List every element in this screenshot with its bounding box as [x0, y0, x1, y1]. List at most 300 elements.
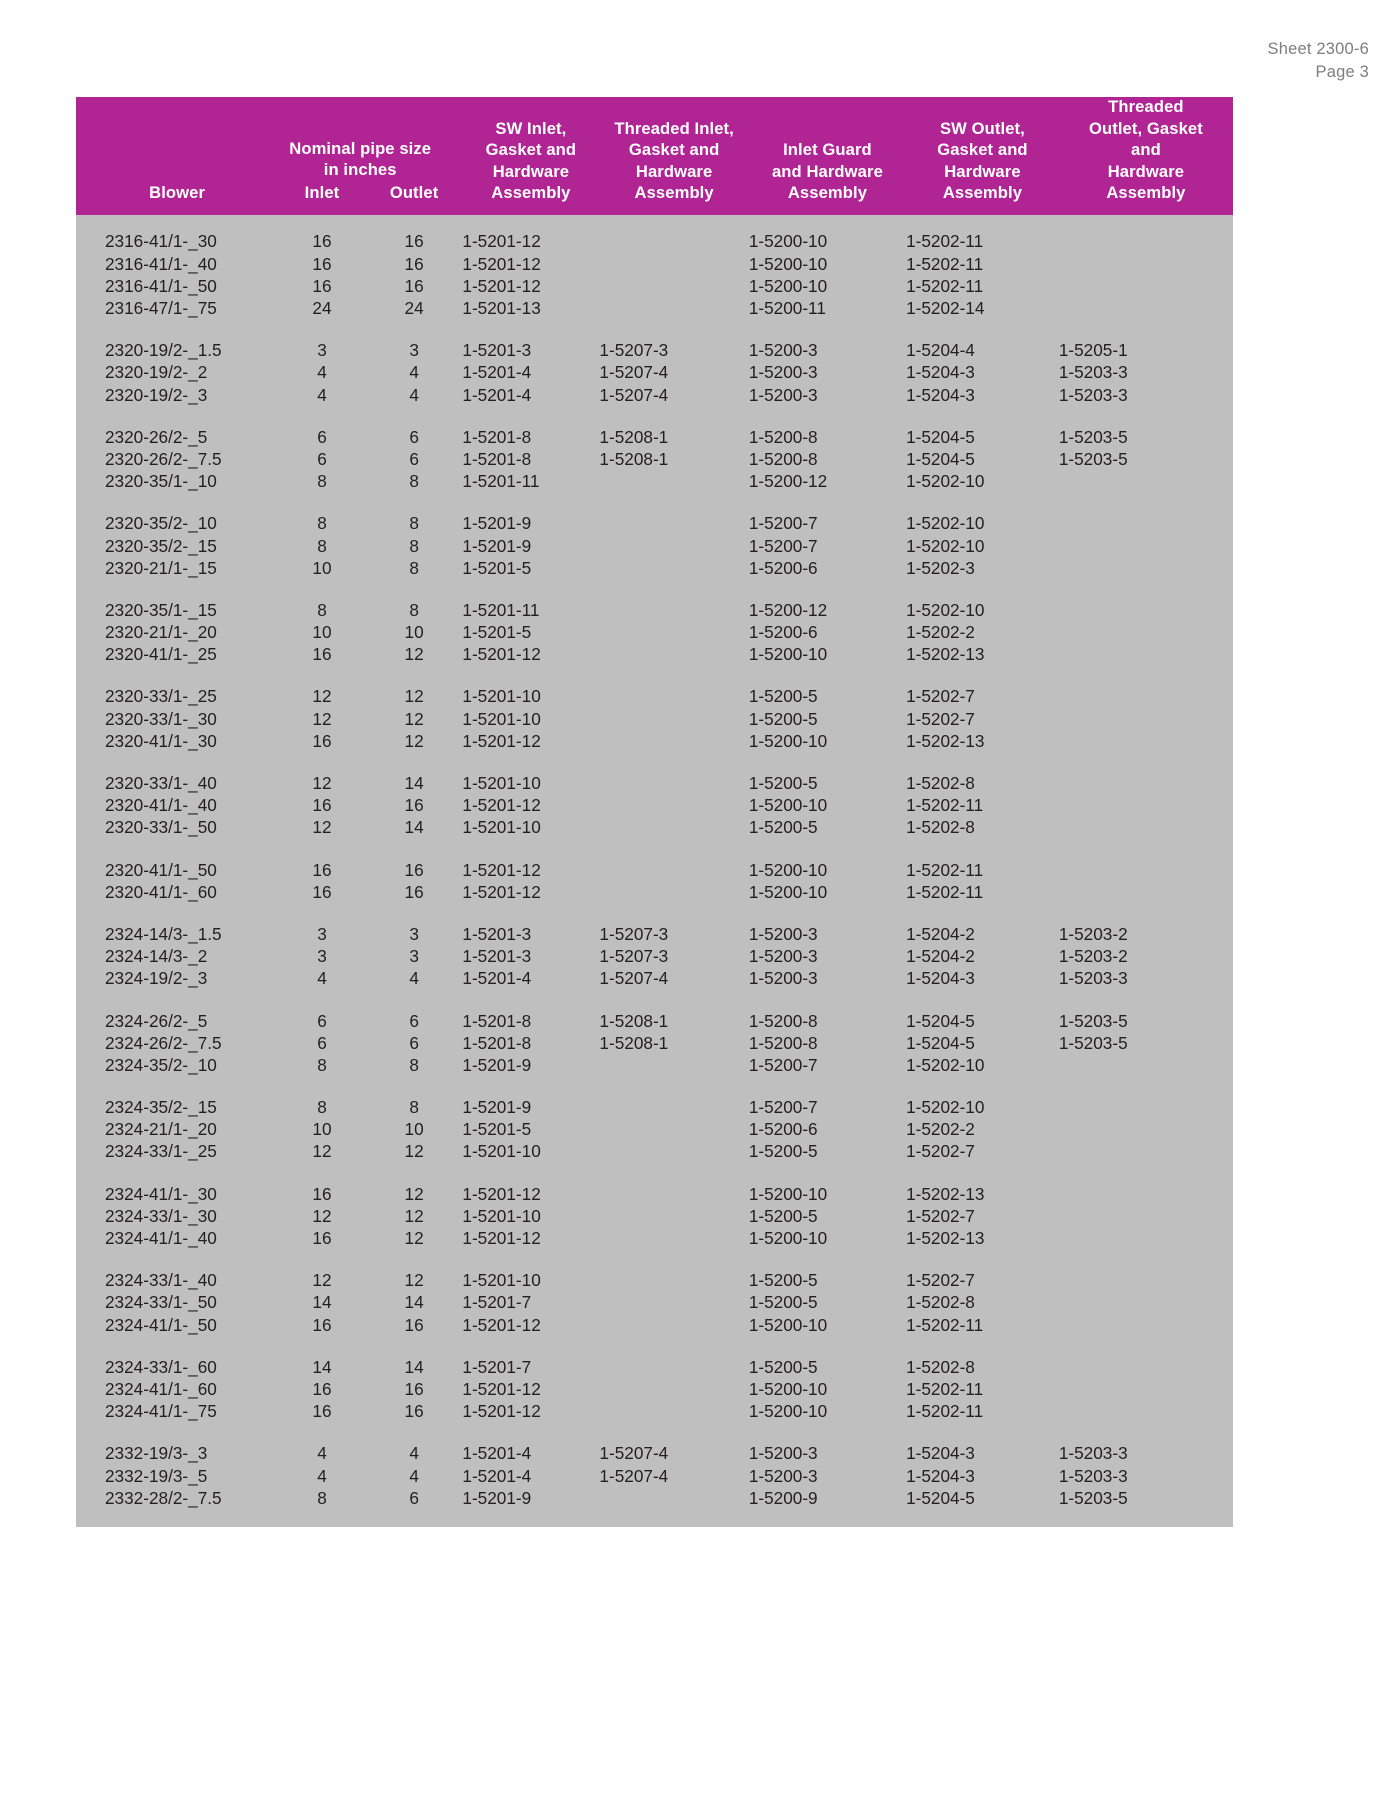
- cell-inlet-guard: 1-5200-3: [748, 923, 818, 944]
- table-group-spacer: [76, 1077, 1233, 1097]
- cell-inlet: 3: [317, 946, 327, 967]
- cell-inlet-guard: 1-5200-10: [748, 231, 828, 252]
- cell-outlet: 8: [409, 1097, 419, 1118]
- cell-sw-inlet: 1-5201-4: [462, 384, 532, 405]
- cell-blower: 2324-21/1-_20: [105, 1119, 217, 1140]
- column-header-sw-inlet: [462, 97, 599, 215]
- cell-sw-outlet: 1-5202-11: [906, 859, 984, 880]
- column-header-outlet: [366, 97, 463, 215]
- sw-outlet-line-3: Hardware: [944, 161, 1021, 181]
- spacer-cell: [76, 1423, 1233, 1443]
- cell-outlet: 14: [404, 817, 424, 838]
- cell-blower: 2324-41/1-_30: [105, 1183, 217, 1204]
- cell-inlet: 8: [317, 599, 327, 620]
- table-group-spacer: [76, 1163, 1233, 1183]
- cell-threaded-inlet: [599, 644, 748, 666]
- table-row: [76, 1097, 1233, 1119]
- cell-outlet: 8: [409, 471, 419, 492]
- cell-threaded-outlet: [1059, 1270, 1233, 1292]
- cell-outlet: 10: [404, 1119, 424, 1140]
- cell-threaded-inlet: [599, 471, 748, 493]
- cell-outlet: 24: [404, 298, 424, 319]
- sw-outlet-line-2: Gasket and: [937, 140, 1028, 160]
- table-row: [76, 1205, 1233, 1227]
- page-number: Page 3: [1315, 63, 1369, 82]
- cell-outlet: 16: [404, 253, 424, 274]
- sw-inlet-line-3: Hardware: [492, 161, 570, 181]
- spec-table-container: [76, 97, 1233, 1527]
- cell-inlet: 12: [312, 1141, 332, 1162]
- cell-sw-outlet: 1-5204-2: [906, 923, 975, 944]
- cell-inlet-guard: 1-5200-5: [748, 686, 818, 707]
- cell-blower: 2320-41/1-_40: [105, 795, 217, 816]
- cell-blower: 2324-33/1-_40: [105, 1270, 217, 1291]
- cell-sw-outlet: 1-5202-8: [906, 1292, 975, 1313]
- cell-threaded-inlet: [599, 535, 748, 557]
- cell-inlet-guard: 1-5200-10: [748, 881, 828, 902]
- spacer-cell: [76, 753, 1233, 773]
- table-row: [76, 622, 1233, 644]
- cell-blower: 2316-41/1-_50: [105, 275, 217, 296]
- cell-sw-inlet: 1-5201-12: [462, 1378, 541, 1399]
- cell-threaded-inlet: 1-5207-3: [599, 340, 669, 361]
- table-row: [76, 1292, 1233, 1314]
- column-header-threaded-inlet: [599, 97, 748, 215]
- cell-sw-inlet: 1-5201-12: [462, 730, 541, 751]
- cell-sw-outlet: 1-5204-5: [906, 1032, 975, 1053]
- cell-threaded-inlet: [599, 881, 748, 903]
- cell-blower: 2320-21/1-_20: [105, 622, 217, 643]
- cell-threaded-inlet: 1-5207-3: [599, 946, 669, 967]
- threaded-inlet-line-3: Hardware: [635, 161, 713, 181]
- spacer-cell: [76, 1250, 1233, 1270]
- threaded-outlet-line-2: Outlet, Gasket: [1088, 118, 1203, 138]
- cell-sw-inlet: 1-5201-12: [462, 1183, 541, 1204]
- cell-threaded-outlet: [1059, 599, 1233, 621]
- cell-threaded-inlet: [599, 1292, 748, 1314]
- cell-threaded-outlet: [1059, 253, 1233, 275]
- cell-threaded-inlet: [599, 1183, 748, 1205]
- cell-blower: 2320-41/1-_30: [105, 730, 217, 751]
- cell-sw-outlet: 1-5202-13: [906, 1228, 985, 1249]
- cell-threaded-outlet: 1-5203-5: [1058, 1010, 1128, 1031]
- cell-inlet-guard: 1-5200-10: [748, 1228, 828, 1249]
- spacer-cell: [76, 904, 1233, 924]
- cell-sw-outlet: 1-5202-10: [906, 513, 985, 534]
- table-row: [76, 1487, 1233, 1509]
- cell-blower: 2324-41/1-_50: [105, 1314, 217, 1335]
- cell-sw-outlet: 1-5202-11: [906, 253, 984, 274]
- cell-inlet-guard: 1-5200-3: [748, 1465, 818, 1486]
- cell-outlet: 12: [404, 1141, 424, 1162]
- spacer-cell: [76, 666, 1233, 686]
- cell-sw-inlet: 1-5201-4: [462, 1443, 532, 1464]
- cell-inlet-guard: 1-5200-11: [748, 298, 826, 319]
- page-header: [1268, 38, 1369, 85]
- table-group-spacer: [76, 1336, 1233, 1356]
- cell-blower: 2320-26/2-_5: [105, 426, 208, 447]
- cell-threaded-outlet: [1059, 1097, 1233, 1119]
- cell-threaded-inlet: [599, 1205, 748, 1227]
- cell-sw-inlet: 1-5201-5: [462, 622, 532, 643]
- cell-outlet: 16: [404, 881, 424, 902]
- cell-inlet-guard: 1-5200-3: [748, 340, 818, 361]
- cell-threaded-inlet: [599, 1270, 748, 1292]
- cell-sw-inlet: 1-5201-4: [462, 968, 532, 989]
- threaded-inlet-line-4: Assembly: [634, 183, 714, 203]
- cell-sw-outlet: 1-5202-7: [906, 1141, 975, 1162]
- cell-sw-inlet: 1-5201-12: [462, 275, 541, 296]
- cell-outlet: 14: [404, 773, 424, 794]
- cell-sw-outlet: 1-5204-3: [906, 968, 975, 989]
- cell-threaded-outlet: [1059, 1292, 1233, 1314]
- table-row: [76, 426, 1233, 448]
- cell-sw-inlet: 1-5201-10: [462, 817, 541, 838]
- cell-outlet: 12: [404, 1228, 424, 1249]
- cell-outlet: 12: [404, 1270, 424, 1291]
- cell-sw-outlet: 1-5204-5: [906, 1487, 975, 1508]
- table-row: [76, 1228, 1233, 1250]
- spacer-cell: [76, 839, 1233, 859]
- cell-inlet-guard: 1-5200-10: [748, 644, 828, 665]
- cell-blower: 2320-35/1-_15: [105, 599, 217, 620]
- cell-threaded-outlet: [1059, 1314, 1233, 1336]
- cell-inlet-guard: 1-5200-12: [748, 599, 828, 620]
- cell-inlet: 4: [317, 1465, 327, 1486]
- cell-sw-inlet: 1-5201-3: [462, 340, 532, 361]
- table-row: [76, 340, 1233, 362]
- table-row: [76, 599, 1233, 621]
- cell-inlet-guard: 1-5200-3: [748, 384, 818, 405]
- sw-outlet-line-1: SW Outlet,: [940, 118, 1025, 138]
- cell-sw-inlet: 1-5201-9: [462, 1054, 532, 1075]
- cell-threaded-inlet: 1-5208-1: [599, 1010, 669, 1031]
- cell-blower: 2324-33/1-_50: [105, 1292, 217, 1313]
- cell-sw-outlet: 1-5202-11: [906, 1378, 984, 1399]
- nominal-line-1: Nominal pipe size: [289, 138, 432, 158]
- cell-threaded-outlet: [1059, 1205, 1233, 1227]
- sheet-number: Sheet 2300-6: [1267, 40, 1369, 58]
- cell-inlet: 3: [317, 340, 327, 361]
- cell-inlet-guard: 1-5200-7: [748, 535, 818, 556]
- cell-threaded-inlet: [599, 622, 748, 644]
- spacer-cell: [76, 990, 1233, 1010]
- table-row: [76, 1141, 1233, 1163]
- table-row: [76, 362, 1233, 384]
- cell-threaded-outlet: [1059, 231, 1233, 253]
- cell-outlet: 6: [409, 1032, 419, 1053]
- cell-sw-outlet: 1-5204-5: [906, 426, 975, 447]
- cell-threaded-outlet: 1-5203-5: [1058, 1487, 1128, 1508]
- spec-table: [76, 97, 1233, 1509]
- cell-sw-outlet: 1-5202-2: [906, 622, 975, 643]
- cell-blower: 2320-33/1-_30: [105, 708, 217, 729]
- cell-inlet-guard: 1-5200-5: [748, 1356, 818, 1377]
- cell-sw-inlet: 1-5201-11: [462, 471, 540, 492]
- cell-inlet-guard: 1-5200-5: [748, 773, 818, 794]
- table-row: [76, 513, 1233, 535]
- threaded-outlet-line-5: Assembly: [1106, 183, 1186, 203]
- table-group-spacer: [76, 406, 1233, 426]
- cell-sw-inlet: 1-5201-9: [462, 535, 532, 556]
- table-group-spacer: [76, 839, 1233, 859]
- cell-outlet: 3: [409, 340, 419, 361]
- cell-inlet-guard: 1-5200-5: [748, 1205, 818, 1226]
- spacer-cell: [76, 1163, 1233, 1183]
- cell-threaded-outlet: [1059, 557, 1233, 579]
- cell-inlet: 6: [317, 448, 327, 469]
- inlet-guard-line-2: and Hardware: [771, 161, 883, 181]
- table-head: [76, 97, 1233, 215]
- cell-inlet-guard: 1-5200-10: [748, 859, 828, 880]
- cell-inlet-guard: 1-5200-3: [748, 946, 818, 967]
- cell-threaded-inlet: 1-5207-4: [599, 1465, 669, 1486]
- inlet-guard-line-3: Assembly: [787, 183, 868, 203]
- cell-threaded-outlet: [1059, 1356, 1233, 1378]
- cell-blower: 2332-28/2-_7.5: [105, 1487, 222, 1508]
- cell-threaded-outlet: [1059, 1379, 1233, 1401]
- cell-threaded-inlet: [599, 1401, 748, 1423]
- cell-sw-inlet: 1-5201-12: [462, 1401, 541, 1422]
- cell-inlet: 16: [312, 1314, 332, 1335]
- cell-sw-outlet: 1-5202-10: [906, 1097, 985, 1118]
- cell-inlet-guard: 1-5200-8: [748, 426, 818, 447]
- cell-inlet: 16: [312, 644, 332, 665]
- cell-threaded-inlet: [599, 730, 748, 752]
- cell-sw-outlet: 1-5202-11: [906, 1401, 984, 1422]
- spacer-cell: [76, 579, 1233, 599]
- cell-sw-inlet: 1-5201-12: [462, 1314, 541, 1335]
- table-row: [76, 1356, 1233, 1378]
- cell-blower: 2324-19/2-_3: [105, 968, 208, 989]
- table-row: [76, 686, 1233, 708]
- cell-threaded-inlet: 1-5207-4: [599, 968, 669, 989]
- table-group-spacer: [76, 579, 1233, 599]
- cell-threaded-outlet: 1-5203-5: [1058, 1032, 1128, 1053]
- cell-sw-outlet: 1-5204-3: [906, 1443, 975, 1464]
- cell-sw-inlet: 1-5201-5: [462, 1119, 532, 1140]
- cell-threaded-inlet: [599, 1141, 748, 1163]
- cell-blower: 2320-35/2-_15: [105, 535, 217, 556]
- cell-inlet-guard: 1-5200-8: [748, 1032, 818, 1053]
- table-row: [76, 298, 1233, 320]
- spacer-cell: [76, 493, 1233, 513]
- column-header-blower-label: Blower: [149, 183, 206, 203]
- threaded-outlet-line-4: Hardware: [1107, 161, 1185, 181]
- cell-inlet: 16: [312, 1183, 332, 1204]
- cell-threaded-outlet: [1059, 795, 1233, 817]
- cell-outlet: 4: [409, 1465, 419, 1486]
- cell-threaded-outlet: [1059, 298, 1233, 320]
- table-row: [76, 795, 1233, 817]
- sw-inlet-line-1: SW Inlet,: [495, 118, 567, 138]
- cell-inlet: 16: [312, 730, 332, 751]
- cell-threaded-inlet: 1-5208-1: [599, 426, 669, 447]
- table-row: [76, 1032, 1233, 1054]
- cell-inlet-guard: 1-5200-10: [748, 795, 828, 816]
- cell-inlet-guard: 1-5200-7: [748, 1097, 818, 1118]
- cell-sw-inlet: 1-5201-12: [462, 231, 541, 252]
- cell-blower: 2324-41/1-_75: [105, 1401, 217, 1422]
- table-row: [76, 449, 1233, 471]
- cell-sw-inlet: 1-5201-8: [462, 426, 532, 447]
- cell-threaded-inlet: 1-5207-4: [599, 362, 669, 383]
- cell-inlet-guard: 1-5200-5: [748, 1270, 818, 1291]
- cell-threaded-inlet: 1-5207-4: [599, 1443, 669, 1464]
- cell-threaded-inlet: [599, 1054, 748, 1076]
- cell-inlet-guard: 1-5200-5: [748, 708, 818, 729]
- table-row: [76, 1314, 1233, 1336]
- cell-inlet-guard: 1-5200-10: [748, 275, 828, 296]
- table-row: [76, 275, 1233, 297]
- cell-sw-outlet: 1-5202-10: [906, 535, 985, 556]
- cell-inlet-guard: 1-5200-10: [748, 1314, 828, 1335]
- column-header-inlet-guard: [749, 97, 906, 215]
- threaded-inlet-line-1: Threaded Inlet,: [614, 118, 734, 138]
- cell-inlet: 4: [317, 362, 327, 383]
- cell-blower: 2324-33/1-_60: [105, 1356, 217, 1377]
- table-row: [76, 1379, 1233, 1401]
- cell-inlet: 12: [312, 773, 332, 794]
- cell-inlet: 16: [312, 1378, 332, 1399]
- cell-sw-outlet: 1-5202-3: [906, 557, 975, 578]
- cell-sw-inlet: 1-5201-13: [462, 298, 541, 319]
- cell-sw-inlet: 1-5201-10: [462, 1270, 541, 1291]
- cell-inlet: 8: [317, 1097, 327, 1118]
- cell-sw-inlet: 1-5201-3: [462, 946, 532, 967]
- cell-sw-inlet: 1-5201-12: [462, 253, 541, 274]
- cell-threaded-outlet: 1-5203-5: [1058, 448, 1128, 469]
- cell-threaded-inlet: [599, 1379, 748, 1401]
- table-top-gap: [76, 215, 1233, 231]
- cell-sw-outlet: 1-5202-8: [906, 1356, 975, 1377]
- table-group-spacer: [76, 320, 1233, 340]
- cell-blower: 2320-21/1-_15: [105, 557, 217, 578]
- cell-threaded-inlet: [599, 275, 748, 297]
- cell-threaded-outlet: 1-5203-3: [1058, 362, 1128, 383]
- cell-inlet-guard: 1-5200-10: [748, 1401, 828, 1422]
- cell-threaded-outlet: [1059, 881, 1233, 903]
- cell-inlet-guard: 1-5200-9: [748, 1487, 818, 1508]
- cell-blower: 2324-35/2-_10: [105, 1054, 217, 1075]
- cell-inlet: 16: [312, 275, 332, 296]
- cell-inlet: 12: [312, 686, 332, 707]
- table-row: [76, 1465, 1233, 1487]
- sw-inlet-line-2: Gasket and: [485, 140, 577, 160]
- cell-inlet-guard: 1-5200-6: [748, 622, 818, 643]
- cell-sw-inlet: 1-5201-4: [462, 1465, 532, 1486]
- cell-threaded-outlet: [1059, 773, 1233, 795]
- cell-inlet: 16: [312, 231, 332, 252]
- cell-threaded-inlet: [599, 557, 748, 579]
- cell-threaded-inlet: [599, 686, 748, 708]
- cell-inlet: 12: [312, 1270, 332, 1291]
- cell-outlet: 4: [409, 968, 419, 989]
- cell-outlet: 14: [404, 1356, 424, 1377]
- cell-sw-outlet: 1-5204-2: [906, 946, 975, 967]
- cell-sw-outlet: 1-5202-11: [906, 881, 984, 902]
- cell-outlet: 12: [404, 708, 424, 729]
- cell-threaded-inlet: [599, 1356, 748, 1378]
- table-group-spacer: [76, 1423, 1233, 1443]
- cell-inlet-guard: 1-5200-6: [748, 557, 818, 578]
- cell-outlet: 16: [404, 795, 424, 816]
- column-header-sw-outlet: [906, 97, 1059, 215]
- cell-inlet-guard: 1-5200-10: [748, 1183, 828, 1204]
- cell-blower: 2324-41/1-_60: [105, 1378, 217, 1399]
- cell-sw-outlet: 1-5202-2: [906, 1119, 975, 1140]
- table-body: [76, 215, 1233, 1509]
- cell-outlet: 4: [409, 362, 419, 383]
- nominal-line-2: in inches: [323, 160, 397, 180]
- cell-threaded-inlet: [599, 708, 748, 730]
- cell-blower: 2324-14/3-_1.5: [105, 923, 222, 944]
- threaded-inlet-line-2: Gasket and: [628, 140, 720, 160]
- cell-inlet: 16: [312, 253, 332, 274]
- cell-threaded-outlet: 1-5203-3: [1058, 384, 1128, 405]
- table-row: [76, 231, 1233, 253]
- cell-outlet: 12: [404, 686, 424, 707]
- cell-threaded-inlet: [599, 1119, 748, 1141]
- cell-threaded-inlet: [599, 795, 748, 817]
- cell-blower: 2320-41/1-_50: [105, 859, 217, 880]
- cell-blower: 2320-41/1-_60: [105, 881, 217, 902]
- cell-inlet: 24: [312, 298, 332, 319]
- spacer-cell: [76, 1336, 1233, 1356]
- cell-inlet: 12: [312, 1205, 332, 1226]
- cell-inlet-guard: 1-5200-3: [748, 968, 818, 989]
- cell-sw-inlet: 1-5201-12: [462, 881, 541, 902]
- cell-threaded-outlet: [1059, 644, 1233, 666]
- cell-sw-inlet: 1-5201-10: [462, 1205, 541, 1226]
- table-group-spacer: [76, 493, 1233, 513]
- cell-inlet: 14: [312, 1356, 332, 1377]
- cell-inlet: 6: [317, 1010, 327, 1031]
- cell-threaded-inlet: [599, 1487, 748, 1509]
- spacer-cell: [76, 1077, 1233, 1097]
- cell-outlet: 8: [409, 513, 419, 534]
- cell-blower: 2324-41/1-_40: [105, 1228, 217, 1249]
- cell-sw-inlet: 1-5201-12: [462, 795, 541, 816]
- threaded-outlet-line-3: and: [1131, 140, 1161, 160]
- cell-inlet: 4: [317, 968, 327, 989]
- cell-threaded-inlet: 1-5207-3: [599, 923, 669, 944]
- cell-sw-inlet: 1-5201-10: [462, 773, 541, 794]
- cell-sw-inlet: 1-5201-10: [462, 686, 541, 707]
- cell-threaded-outlet: [1059, 275, 1233, 297]
- cell-inlet: 16: [312, 1228, 332, 1249]
- cell-sw-inlet: 1-5201-8: [462, 1032, 532, 1053]
- table-row: [76, 708, 1233, 730]
- cell-sw-inlet: 1-5201-12: [462, 859, 541, 880]
- cell-blower: 2320-19/2-_2: [105, 362, 208, 383]
- cell-sw-outlet: 1-5204-5: [906, 448, 975, 469]
- cell-blower: 2320-33/1-_40: [105, 773, 217, 794]
- cell-sw-outlet: 1-5202-13: [906, 1183, 985, 1204]
- cell-blower: 2324-35/2-_15: [105, 1097, 217, 1118]
- cell-threaded-outlet: [1059, 622, 1233, 644]
- cell-threaded-inlet: [599, 859, 748, 881]
- table-group-spacer: [76, 990, 1233, 1010]
- cell-inlet-guard: 1-5200-10: [748, 253, 828, 274]
- table-row: [76, 1119, 1233, 1141]
- cell-outlet: 6: [409, 1487, 419, 1508]
- cell-blower: 2332-19/3-_5: [105, 1465, 208, 1486]
- cell-outlet: 12: [404, 1205, 424, 1226]
- cell-threaded-inlet: 1-5208-1: [599, 1032, 669, 1053]
- cell-threaded-inlet: [599, 773, 748, 795]
- cell-sw-outlet: 1-5202-11: [906, 1314, 984, 1335]
